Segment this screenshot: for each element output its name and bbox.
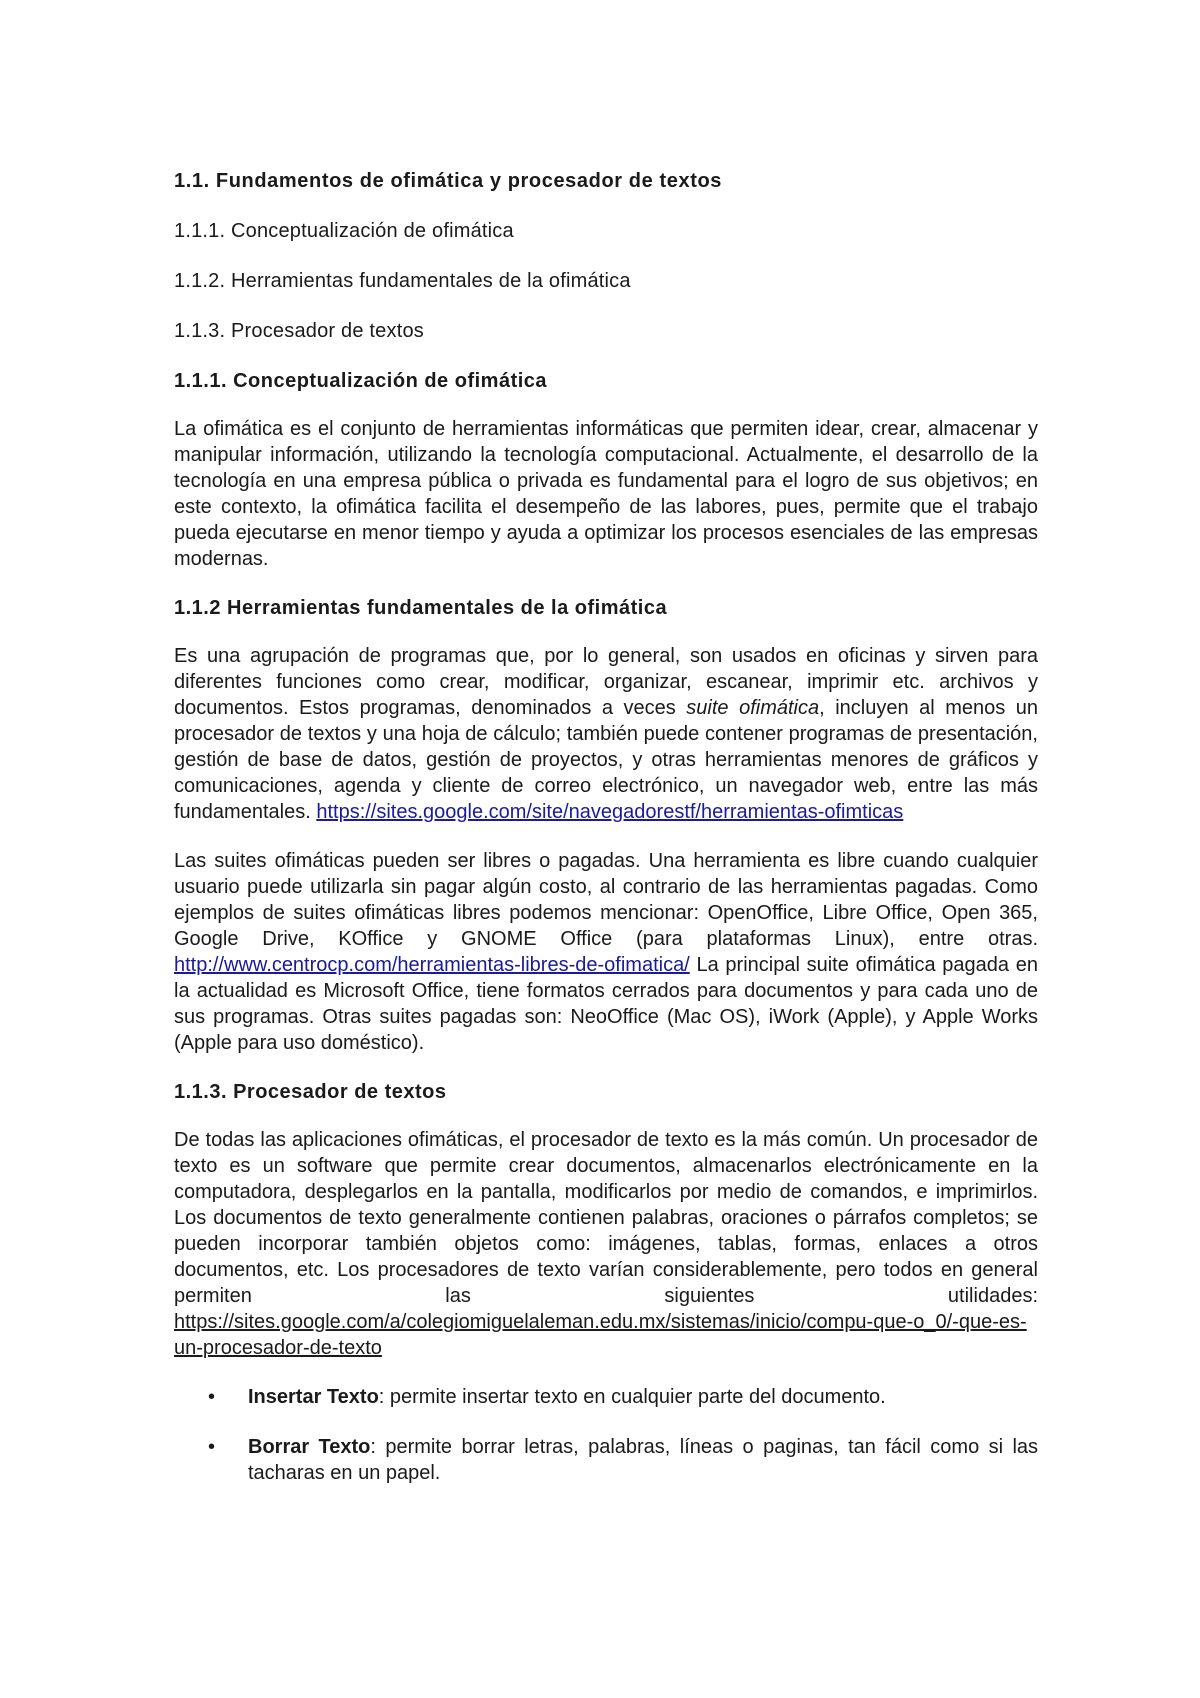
link-colegio[interactable]: https://sites.google.com/a/colegiomiguelaleman.edu.mx/sistemas/inicio/compu-que-o_0/-que-es-un-procesador-de-texto [174,1311,1027,1359]
toc-item: 1.1.3. Procesador de textos [174,320,424,342]
bullet-icon: • [208,1386,216,1408]
utilities-list [174,1384,1038,1486]
paragraph-text: , incluyen al menos un procesador de textos y una hoja de cálculo; también puede contener programas de presentación, gestión de base de datos, gestión de proyectos, y otras herramientas menores de gráficos y comunicaciones, agenda y cliente de correo electrónico, un navegador web, entre las más fundamentales. [174,697,1038,823]
italic-term: suite ofimática [686,697,820,719]
paragraph-text: La principal suite ofimática pagada en la actualidad es Microsoft Office, tiene formatos cerrados para documentos y para cada uno de sus programas. Otras suites pagadas son: NeoOffice (Mac OS), iWork (Apple), y Apple Works (Apple para uso doméstico). [174,954,1038,1054]
section-heading-herramientas: 1.1.2 Herramientas fundamentales de la ofimática [174,597,668,619]
link-navegadores[interactable]: https://sites.google.com/site/navegadorestf/herramientas-ofimticas [316,801,904,823]
paragraph-conceptualizacion: La ofimática es el conjunto de herramientas informáticas que permiten idear, crear, almacenar y manipular información, utilizando la tecnología computacional. Actualmente, el desarrollo de la tecnología en una empresa pública o privada es fundamental para el logro de sus objetivos; en este contexto, la ofimática facilita el desempeño de las labores, pues, permite que el trabajo pueda ejecutarse en menor tiempo y ayuda a optimizar los procesos esenciales de las empresas modernas. [174,418,1038,570]
section-heading-procesador: 1.1.3. Procesador de textos [174,1081,447,1103]
link-centrocp[interactable]: http://www.centrocp.com/herramientas-libres-de-ofimatica/ [174,954,690,976]
list-item-term: Borrar Texto [248,1436,371,1458]
list-item [174,1384,1038,1410]
paragraph-suites [174,848,1038,1056]
paragraph-text: Es una agrupación de programas que, por lo general, son usados en oficinas y sirven para diferentes funciones como crear, modificar, organizar, escanear, imprimir etc. archivos y documentos. Estos programas, denominados a veces [174,645,1038,719]
bullet-icon: • [208,1436,216,1458]
paragraph-text: De todas las aplicaciones ofimáticas, el procesador de texto es la más común. Un procesador de texto es un software que permite crear documentos, almacenarlos electrónicamente en la computadora, desplegarlos en la pantalla, modificarlos por medio de comandos, e imprimirlos. Los documentos de texto generalmente contienen palabras, oraciones o párrafos completos; se pueden incorporar también objetos como: imágenes, tablas, formas, enlaces a otros documentos, etc. Los procesadores de texto varían considerablemente, pero todos en general permiten las siguientes utilidades: [174,1129,1038,1307]
list-item-text: : permite borrar letras, palabras, líneas o paginas, tan fácil como si las tacharas en un papel. [248,1436,1039,1484]
paragraph-text: Las suites ofimáticas pueden ser libres o pagadas. Una herramienta es libre cuando cualquier usuario puede utilizarla sin pagar algún costo, al contrario de las herramientas pagadas. Como ejemplos de suites ofimáticas libres podemos mencionar: OpenOffice, Libre Office, Open 365, Google Drive, KOffice y GNOME Office (para plataformas Linux), entre otras. [174,850,1038,950]
toc-item: 1.1.2. Herramientas fundamentales de la ofimática [174,270,631,292]
paragraph-herramientas [174,643,1038,825]
main-heading: 1.1. Fundamentos de ofimática y procesador de textos [174,170,723,192]
list-item [174,1434,1038,1486]
list-item-term: Insertar Texto [248,1386,379,1408]
list-item-text: : permite insertar texto en cualquier parte del documento. [378,1386,886,1408]
section-heading-conceptualizacion: 1.1.1. Conceptualización de ofimática [174,370,548,392]
document-body [174,168,1038,1510]
toc-item: 1.1.1. Conceptualización de ofimática [174,220,514,242]
paragraph-procesador [174,1127,1038,1361]
